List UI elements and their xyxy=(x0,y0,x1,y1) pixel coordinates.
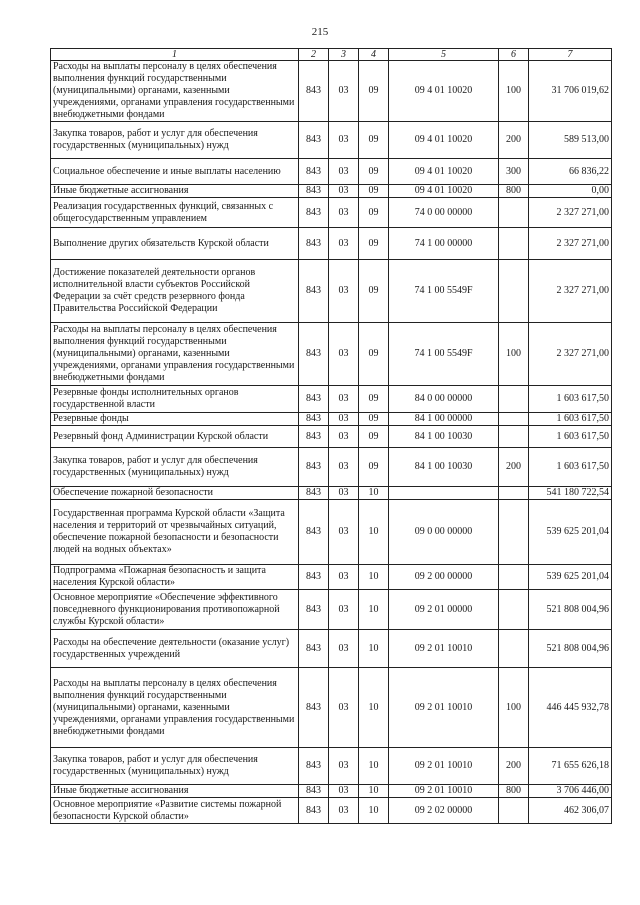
cell-c7: 1 603 617,50 xyxy=(529,448,612,487)
cell-c6: 300 xyxy=(499,159,529,185)
cell-c5: 09 2 02 00000 xyxy=(389,798,499,824)
cell-c2: 843 xyxy=(299,798,329,824)
cell-c4: 09 xyxy=(359,323,389,386)
table-row xyxy=(51,198,612,228)
header-cell: 4 xyxy=(359,49,389,61)
cell-c3: 03 xyxy=(329,426,359,448)
cell-c3: 03 xyxy=(329,260,359,323)
table-row xyxy=(51,590,612,630)
cell-c2: 843 xyxy=(299,159,329,185)
cell-c3: 03 xyxy=(329,61,359,122)
row-name: Реализация государственных функций, связанных с общегосударственным управлением xyxy=(51,198,299,228)
cell-c5: 09 2 01 10010 xyxy=(389,630,499,668)
cell-c6: 100 xyxy=(499,61,529,122)
cell-c4: 09 xyxy=(359,413,389,426)
cell-c3: 03 xyxy=(329,159,359,185)
cell-c7: 541 180 722,54 xyxy=(529,487,612,500)
page-number: 215 xyxy=(311,26,329,38)
cell-c4: 10 xyxy=(359,500,389,565)
cell-c5: 09 2 01 00000 xyxy=(389,590,499,630)
cell-c5: 84 1 00 00000 xyxy=(389,413,499,426)
cell-c2: 843 xyxy=(299,487,329,500)
table-row xyxy=(51,323,612,386)
table-row xyxy=(51,565,612,590)
cell-c7: 1 603 617,50 xyxy=(529,386,612,413)
cell-c7: 2 327 271,00 xyxy=(529,198,612,228)
cell-c7: 539 625 201,04 xyxy=(529,500,612,565)
table-row xyxy=(51,426,612,448)
cell-c4: 10 xyxy=(359,748,389,785)
row-name: Резервные фонды исполнительных органов государственной власти xyxy=(51,386,299,413)
cell-c4: 09 xyxy=(359,228,389,260)
cell-c6: 100 xyxy=(499,668,529,748)
cell-c2: 843 xyxy=(299,448,329,487)
cell-c2: 843 xyxy=(299,413,329,426)
table-row xyxy=(51,413,612,426)
row-name: Расходы на обеспечение деятельности (оказание услуг) государственных учреждений xyxy=(51,630,299,668)
cell-c2: 843 xyxy=(299,668,329,748)
cell-c7: 589 513,00 xyxy=(529,122,612,159)
table-row xyxy=(51,500,612,565)
cell-c2: 843 xyxy=(299,185,329,198)
cell-c4: 09 xyxy=(359,122,389,159)
cell-c3: 03 xyxy=(329,413,359,426)
cell-c3: 03 xyxy=(329,590,359,630)
row-name: Иные бюджетные ассигнования xyxy=(51,185,299,198)
cell-c6 xyxy=(499,590,529,630)
row-name: Расходы на выплаты персоналу в целях обеспечения выполнения функций государственными (муниципальными) органами, казенными учреждениями, органами управления государственными внебюджетными фондами xyxy=(51,61,299,122)
row-name: Резервный фонд Администрации Курской области xyxy=(51,426,299,448)
cell-c2: 843 xyxy=(299,748,329,785)
table-row xyxy=(51,61,612,122)
cell-c7: 446 445 932,78 xyxy=(529,668,612,748)
cell-c7: 2 327 271,00 xyxy=(529,260,612,323)
cell-c6 xyxy=(499,798,529,824)
cell-c4: 09 xyxy=(359,159,389,185)
header-cell: 3 xyxy=(329,49,359,61)
header-cell: 2 xyxy=(299,49,329,61)
cell-c7: 1 603 617,50 xyxy=(529,426,612,448)
row-name: Закупка товаров, работ и услуг для обеспечения государственных (муниципальных) нужд xyxy=(51,122,299,159)
row-name: Основное мероприятие «Развитие системы пожарной безопасности Курской области» xyxy=(51,798,299,824)
cell-c3: 03 xyxy=(329,565,359,590)
cell-c5: 09 2 01 10010 xyxy=(389,668,499,748)
cell-c3: 03 xyxy=(329,228,359,260)
cell-c6 xyxy=(499,198,529,228)
table-row xyxy=(51,386,612,413)
cell-c6 xyxy=(499,260,529,323)
cell-c4: 10 xyxy=(359,785,389,798)
cell-c7: 66 836,22 xyxy=(529,159,612,185)
row-name: Закупка товаров, работ и услуг для обеспечения государственных (муниципальных) нужд xyxy=(51,748,299,785)
cell-c4: 09 xyxy=(359,260,389,323)
table-row xyxy=(51,159,612,185)
cell-c2: 843 xyxy=(299,228,329,260)
row-name: Достижение показателей деятельности органов исполнительной власти субъектов Российской Федерации за счёт средств резервного фонда Правительства Российской Федерации xyxy=(51,260,299,323)
cell-c6 xyxy=(499,630,529,668)
cell-c2: 843 xyxy=(299,386,329,413)
table-row xyxy=(51,668,612,748)
cell-c6: 800 xyxy=(499,185,529,198)
cell-c3: 03 xyxy=(329,448,359,487)
cell-c5: 84 0 00 00000 xyxy=(389,386,499,413)
cell-c5: 84 1 00 10030 xyxy=(389,448,499,487)
cell-c2: 843 xyxy=(299,630,329,668)
cell-c7: 31 706 019,62 xyxy=(529,61,612,122)
row-name: Резервные фонды xyxy=(51,413,299,426)
cell-c3: 03 xyxy=(329,487,359,500)
row-name: Иные бюджетные ассигнования xyxy=(51,785,299,798)
cell-c7: 3 706 446,00 xyxy=(529,785,612,798)
cell-c5: 74 1 00 5549F xyxy=(389,260,499,323)
cell-c7: 71 655 626,18 xyxy=(529,748,612,785)
cell-c7: 462 306,07 xyxy=(529,798,612,824)
table-row xyxy=(51,448,612,487)
header-row xyxy=(51,49,612,61)
cell-c6: 200 xyxy=(499,122,529,159)
cell-c3: 03 xyxy=(329,323,359,386)
cell-c6 xyxy=(499,426,529,448)
table-row xyxy=(51,122,612,159)
cell-c2: 843 xyxy=(299,500,329,565)
cell-c2: 843 xyxy=(299,198,329,228)
row-name: Выполнение других обязательств Курской области xyxy=(51,228,299,260)
cell-c7: 0,00 xyxy=(529,185,612,198)
table-row xyxy=(51,798,612,824)
cell-c7: 2 327 271,00 xyxy=(529,323,612,386)
cell-c6 xyxy=(499,487,529,500)
header-cell: 6 xyxy=(499,49,529,61)
cell-c6: 100 xyxy=(499,323,529,386)
cell-c2: 843 xyxy=(299,426,329,448)
cell-c6 xyxy=(499,413,529,426)
cell-c4: 10 xyxy=(359,668,389,748)
cell-c7: 521 808 004,96 xyxy=(529,590,612,630)
cell-c7: 539 625 201,04 xyxy=(529,565,612,590)
cell-c4: 09 xyxy=(359,198,389,228)
cell-c3: 03 xyxy=(329,668,359,748)
cell-c5: 09 2 00 00000 xyxy=(389,565,499,590)
table-row xyxy=(51,487,612,500)
table-row xyxy=(51,785,612,798)
cell-c6 xyxy=(499,228,529,260)
cell-c2: 843 xyxy=(299,122,329,159)
cell-c5: 74 0 00 00000 xyxy=(389,198,499,228)
cell-c5 xyxy=(389,487,499,500)
cell-c6 xyxy=(499,386,529,413)
row-name: Расходы на выплаты персоналу в целях обеспечения выполнения функций государственными (муниципальными) органами, казенными учреждениями, органами управления государственными внебюджетными фондами xyxy=(51,668,299,748)
budget-table xyxy=(50,48,612,824)
cell-c6 xyxy=(499,565,529,590)
table-row xyxy=(51,260,612,323)
cell-c4: 10 xyxy=(359,798,389,824)
row-name: Закупка товаров, работ и услуг для обеспечения государственных (муниципальных) нужд xyxy=(51,448,299,487)
cell-c3: 03 xyxy=(329,630,359,668)
row-name: Государственная программа Курской области «Защита населения и территорий от чрезвычайных ситуаций, обеспечение пожарной безопасности и безопасности людей на водных объектах» xyxy=(51,500,299,565)
cell-c5: 09 4 01 10020 xyxy=(389,61,499,122)
cell-c2: 843 xyxy=(299,590,329,630)
cell-c4: 09 xyxy=(359,185,389,198)
cell-c5: 09 0 00 00000 xyxy=(389,500,499,565)
cell-c4: 10 xyxy=(359,630,389,668)
cell-c3: 03 xyxy=(329,785,359,798)
cell-c4: 09 xyxy=(359,386,389,413)
cell-c2: 843 xyxy=(299,323,329,386)
row-name: Обеспечение пожарной безопасности xyxy=(51,487,299,500)
cell-c7: 521 808 004,96 xyxy=(529,630,612,668)
table-row xyxy=(51,185,612,198)
row-name: Подпрограмма «Пожарная безопасность и защита населения Курской области» xyxy=(51,565,299,590)
cell-c5: 09 4 01 10020 xyxy=(389,122,499,159)
table-row xyxy=(51,748,612,785)
cell-c4: 09 xyxy=(359,448,389,487)
cell-c4: 10 xyxy=(359,487,389,500)
cell-c3: 03 xyxy=(329,386,359,413)
cell-c5: 74 1 00 00000 xyxy=(389,228,499,260)
row-name: Расходы на выплаты персоналу в целях обеспечения выполнения функций государственными (муниципальными) органами, казенными учреждениями, органами управления государственными внебюджетными фондами xyxy=(51,323,299,386)
cell-c3: 03 xyxy=(329,122,359,159)
cell-c3: 03 xyxy=(329,798,359,824)
cell-c5: 09 4 01 10020 xyxy=(389,159,499,185)
table-row xyxy=(51,630,612,668)
cell-c5: 09 4 01 10020 xyxy=(389,185,499,198)
row-name: Социальное обеспечение и иные выплаты населению xyxy=(51,159,299,185)
cell-c2: 843 xyxy=(299,565,329,590)
cell-c7: 1 603 617,50 xyxy=(529,413,612,426)
header-cell: 1 xyxy=(51,49,299,61)
cell-c5: 84 1 00 10030 xyxy=(389,426,499,448)
cell-c7: 2 327 271,00 xyxy=(529,228,612,260)
cell-c4: 09 xyxy=(359,61,389,122)
cell-c6: 200 xyxy=(499,448,529,487)
cell-c6: 200 xyxy=(499,748,529,785)
cell-c3: 03 xyxy=(329,185,359,198)
cell-c4: 09 xyxy=(359,426,389,448)
cell-c5: 09 2 01 10010 xyxy=(389,785,499,798)
cell-c6: 800 xyxy=(499,785,529,798)
cell-c2: 843 xyxy=(299,61,329,122)
cell-c5: 74 1 00 5549F xyxy=(389,323,499,386)
cell-c5: 09 2 01 10010 xyxy=(389,748,499,785)
cell-c4: 10 xyxy=(359,590,389,630)
table-row xyxy=(51,228,612,260)
cell-c3: 03 xyxy=(329,198,359,228)
cell-c6 xyxy=(499,500,529,565)
row-name: Основное мероприятие «Обеспечение эффективного повседневного функционирования противопожарной службы Курской области» xyxy=(51,590,299,630)
cell-c3: 03 xyxy=(329,500,359,565)
cell-c3: 03 xyxy=(329,748,359,785)
cell-c2: 843 xyxy=(299,785,329,798)
cell-c4: 10 xyxy=(359,565,389,590)
header-cell: 7 xyxy=(529,49,612,61)
header-cell: 5 xyxy=(389,49,499,61)
cell-c2: 843 xyxy=(299,260,329,323)
